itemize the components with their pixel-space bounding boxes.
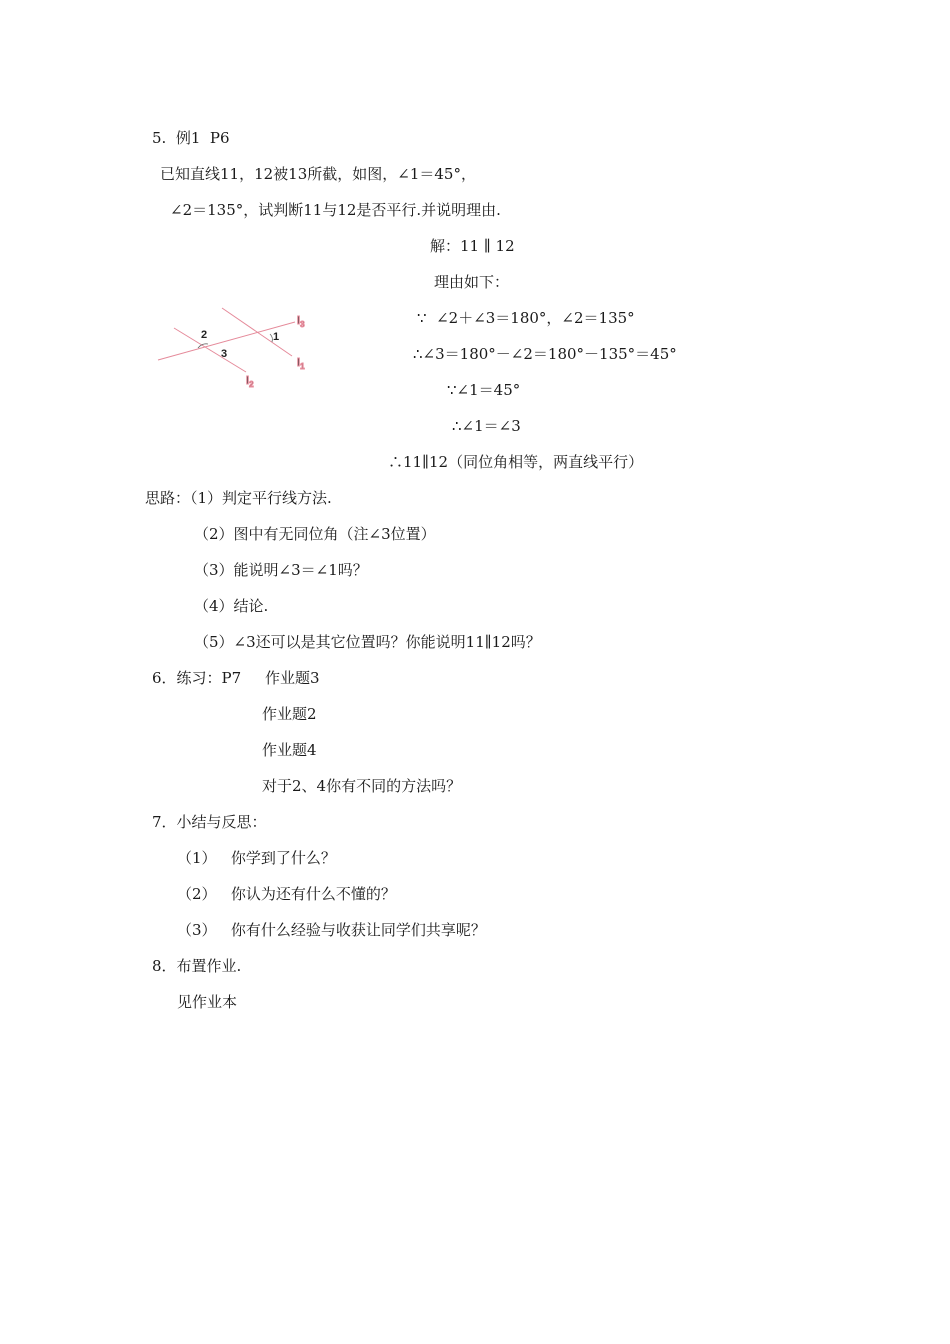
practice-heading: 6．练习：P7 作业题3 <box>152 669 320 687</box>
line-label-l1: $l_1$ <box>297 357 305 371</box>
solution-step-3: ∵∠1＝45° <box>447 381 521 399</box>
problem-statement-line2: ∠2＝135°，试判断11与12是否平行.并说明理由. <box>170 201 501 219</box>
thinking-item-3: （3）能说明∠3＝∠1吗？ <box>194 561 368 579</box>
line-l1 <box>222 308 292 356</box>
solution-step-4: ∴∠1＝∠3 <box>452 417 521 435</box>
angle-label-1: 1 <box>273 331 280 343</box>
solution-step-2: ∴∠3＝180°－∠2＝180°－135°＝45° <box>413 345 677 363</box>
thinking-item-1: 思路：（1）判定平行线方法. <box>145 489 332 507</box>
summary-heading: 7．小结与反思： <box>152 813 267 831</box>
thinking-item-4: （4）结论. <box>194 597 269 615</box>
summary-item-3: （3） 你有什么经验与收获让同学们共享呢？ <box>177 921 486 939</box>
angle-label-2: 2 <box>201 329 208 341</box>
summary-item-1: （1） 你学到了什么？ <box>177 849 336 867</box>
solution-reason-intro: 理由如下： <box>434 273 510 291</box>
practice-item-2: 作业题2 <box>262 705 317 723</box>
line-label-l2: $l_2$ <box>246 375 254 389</box>
parallel-lines-diagram <box>150 300 320 395</box>
angle-label-3: 3 <box>221 348 228 360</box>
summary-item-2: （2） 你认为还有什么不懂的？ <box>177 885 396 903</box>
example-heading: 5. 例1 P6 <box>152 129 230 147</box>
solution-answer: 解：11 ∥ 12 <box>430 237 515 255</box>
line-label-l3: $l_3$ <box>297 315 305 329</box>
parallel-lines-figure <box>150 300 320 395</box>
practice-question: 对于2、4你有不同的方法吗？ <box>262 777 462 795</box>
practice-item-4: 作业题4 <box>262 741 317 759</box>
thinking-item-5: （5）∠3还可以是其它位置吗？你能说明11∥12吗？ <box>194 633 541 651</box>
problem-statement-line1: 已知直线11，12被13所截，如图，∠1＝45°， <box>160 165 476 183</box>
thinking-item-2: （2）图中有无同位角（注∠3位置） <box>194 525 436 543</box>
line-l2 <box>174 328 246 372</box>
homework-heading: 8．布置作业. <box>152 957 242 975</box>
solution-conclusion: ∴11∥12（同位角相等，两直线平行） <box>388 453 644 471</box>
homework-detail: 见作业本 <box>177 993 238 1011</box>
solution-step-1: ∵ ∠2＋∠3＝180°，∠2＝135° <box>417 309 635 327</box>
